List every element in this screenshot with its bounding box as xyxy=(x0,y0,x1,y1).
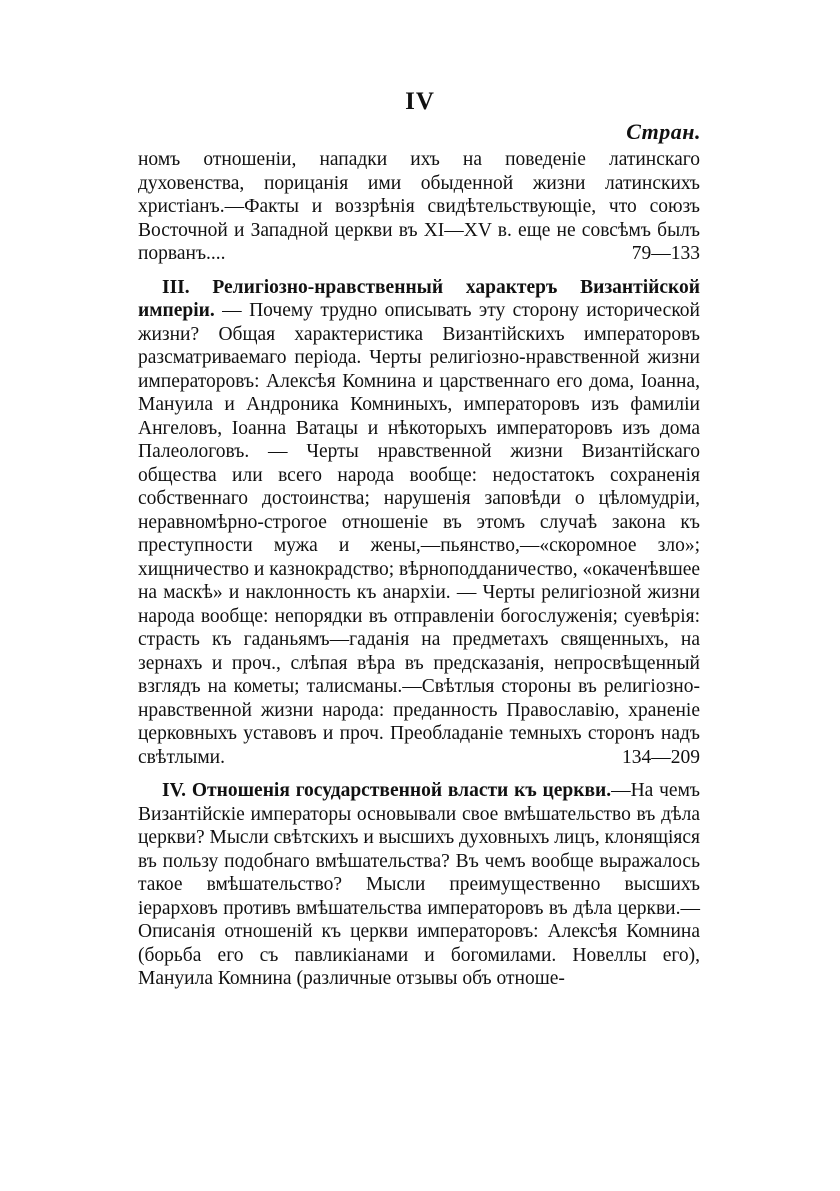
section-number: III. xyxy=(162,276,190,298)
pages-column-label: Стран. xyxy=(626,119,701,144)
entry-text: — Почему трудно описывать эту сторону исторической жизни? Общая характеристика Византiйскихъ императоровъ разсматриваемаго перiода. Черты религiозно-нравственной жизни императоровъ: Алексѣя Комнина и царственнаго его дома, Iоанна, Мануила и Андроника Комниныхъ, императоровъ изъ фамилiи Ангеловъ, Iоанна Ватацы и нѣкоторыхъ императоровъ изъ дома Палеологовъ. — Черты нравственной жизни Византiйскаго общества или всего народа вообще: недостатокъ сохраненiя собственнаго достоинства; нарушенiя заповѣди о цѣломудрiи, неравномѣрно-строгое отношенiе въ этомъ случаѣ закона къ преступности мужа и жены,—пьянство,—«скоромное зло»; хищничество и казнокрадство; вѣрноподданичество, «окаченѣвшее на маскѣ» и наклонность къ анархiи. — Черты религiозной жизни народа вообще: непорядки въ отправленiи богослуженiя; суевѣрiя: страсть къ гаданьямъ—гаданiя на предметахъ священныхъ, на зернахъ и проч., слѣпая вѣра въ предсказанiя, непросвѣщенный взглядъ на кометы; талисманы.—Свѣтлыя стороны въ религiозно-нравственной жизни народа: преданность Православiю, храненiе церковныхъ уставовъ и проч. Преобладанiе темныхъ сторонъ надъ свѣтлыми. xyxy=(138,300,701,768)
section-number: IV. xyxy=(162,780,187,801)
section-heading: Отношенiя государственной власти къ церкви. xyxy=(191,780,612,801)
toc-entry-section-3 xyxy=(138,276,700,770)
section-heading: Религiозно-нравственный характеръ Византiйской имперiи. xyxy=(138,276,700,321)
toc-entry-continuation xyxy=(138,148,700,266)
page-range: 134—209 xyxy=(622,746,700,768)
page-range: 79—133 xyxy=(631,243,700,264)
entry-text: номъ отношенiи, нападки ихъ на поведенiе латинскаго духовенства, порицанiя ими обыденной жизни латинскихъ христiанъ.—Факты и воззрѣнiя свидѣтельствующiе, что союзъ Восточной и Западной церкви въ XI—XV в. еще не совсѣмъ былъ порванъ.... xyxy=(138,149,700,264)
toc-entry-section-4 xyxy=(138,779,700,991)
table-of-contents xyxy=(138,148,700,991)
page-number: IV xyxy=(405,88,435,115)
entry-text: —На чемъ Византiйскiе императоры основывали свое вмѣшательство въ дѣла церкви? Мысли свѣтскихъ и высшихъ духовныхъ лицъ, клонящiяся въ пользу подобнаго вмѣшательства? Въ чемъ вообще выражалось такое вмѣшательство? Мысли преимущественно высшихъ iерарховъ противъ вмѣшательства императоровъ въ дѣла церкви.—Описанiя отношенiй къ церкви императоровъ: Алексѣя Комнина (борьба его съ павликiанами и богомилами. Новеллы его), Мануила Комнина (различные отзывы объ отноше- xyxy=(138,780,701,989)
